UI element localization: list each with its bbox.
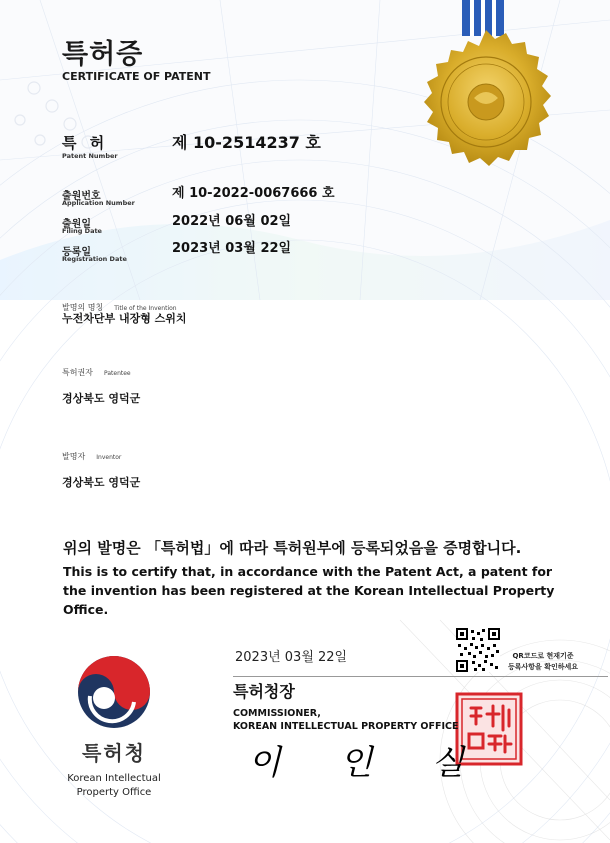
commissioner-title-kr: 특허청장 <box>233 682 295 701</box>
qr-instruction <box>508 651 578 673</box>
patentee-label <box>62 360 131 379</box>
divider <box>233 676 608 677</box>
patentee-value: 경상북도 영덕군 <box>62 392 141 405</box>
inventor-label <box>62 444 121 463</box>
patentee-label-en: Patentee <box>104 370 131 377</box>
invention-label-kr: 발명의 명칭 <box>62 303 104 312</box>
registration-date-label-kr: 등록일 <box>62 247 91 258</box>
invention-value: 누전차단부 내장형 스위치 <box>62 312 187 325</box>
certification-statement-kr: 위의 발명은 「특허법」에 따라 특허원부에 등록되었음을 증명합니다. <box>63 539 522 557</box>
commissioner-line1: COMMISSIONER, <box>233 708 321 719</box>
office-name-en-line1: Korean Intellectual <box>67 773 161 784</box>
registration-date-label-en: Registration Date <box>62 255 127 263</box>
qr-instruction-line2: 등록사항을 확인하세요 <box>508 663 579 671</box>
filing-date-label-kr: 출원일 <box>62 219 91 230</box>
application-number-value: 제 10-2022-0067666 호 <box>172 186 335 201</box>
kipo-logo-icon <box>78 656 150 728</box>
commissioner-line2: KOREAN INTELLECTUAL PROPERTY OFFICE <box>233 721 459 732</box>
office-name-en <box>62 772 166 800</box>
patent-number-value: 제 10-2514237 호 <box>172 133 321 152</box>
patentee-label-kr: 특허권자 <box>62 368 93 377</box>
qr-instruction-line1: QR코드로 현재기준 <box>512 652 574 660</box>
certification-statement-en: This is to certify that, in accordance with the Patent Act, a patent for the invention has been registered at the Korean Intellectual Property Office. <box>63 564 555 617</box>
registration-date-value: 2023년 03월 22일 <box>172 241 292 256</box>
application-number-label-kr: 출원번호 <box>62 191 101 202</box>
certificate-title-en: CERTIFICATE OF PATENT <box>62 70 211 83</box>
inventor-label-en: Inventor <box>96 454 122 461</box>
commissioner-title-en <box>233 707 458 733</box>
invention-label-en: Title of the Invention <box>114 305 177 312</box>
application-number-label-en: Application Number <box>62 199 135 207</box>
qr-code-icon <box>456 628 500 672</box>
ribbon-icon <box>462 0 504 36</box>
office-name-kr: 특허청 <box>82 741 146 765</box>
office-name-en-line2: Property Office <box>76 787 152 798</box>
inventor-value: 경상북도 영덕군 <box>62 476 141 489</box>
certificate-title-kr: 특허증 <box>62 39 144 70</box>
issue-date: 2023년 03월 22일 <box>235 650 348 665</box>
patent-number-label-kr: 특 허 <box>62 134 109 152</box>
inventor-label-kr: 발명자 <box>62 452 86 461</box>
filing-date-value: 2022년 06월 02일 <box>172 214 292 229</box>
patent-number-label-en: Patent Number <box>62 152 118 160</box>
filing-date-label-en: Filing Date <box>62 227 102 235</box>
commissioner-signature: 이 인 실 <box>248 743 489 783</box>
